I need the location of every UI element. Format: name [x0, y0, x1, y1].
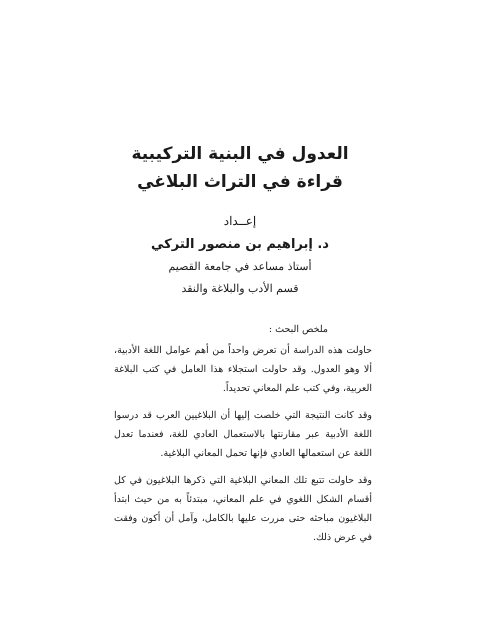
abstract-heading: ملخص البحث :	[268, 324, 328, 335]
abstract-section	[114, 320, 372, 555]
author-block	[0, 212, 480, 300]
abstract-paragraph-3: وقد حاولت تتبع تلك المعاني البلاغية التي ذكرها البلاغيون في كل أقسام الشكل اللغوي في علم المعاني، مبتدئاً به من حيث ابتدأ البلاغيون مباحثه حتى مررت عليها بالكامل، وآمل أن أكون وفقت في عرض ذلك.	[114, 475, 372, 543]
abstract-paragraph-2: وقد كانت النتيجة التي خلصت إليها أن البلاغيين العرب قد درسوا اللغة الأدبية عبر مقارنتها بالاستعمال العادي للغة، فعندما تعدل اللغة عن استعمالها العادي فإنها تحمل المعاني البلاغية.	[114, 410, 372, 459]
prepared-by-label: إعــداد	[223, 214, 257, 228]
author-position: أستاذ مساعد في جامعة القصيم	[168, 260, 312, 273]
title-block	[0, 140, 480, 196]
author-name: د. إبراهيم بن منصور التركي	[151, 237, 329, 252]
title-line-1: العدول في البنية التركيبية	[131, 144, 349, 164]
abstract-paragraph-1: حاولت هذه الدراسة أن تعرض واحداً من أهم عوامل اللغة الأدبية، ألا وهو العدول. وقد حاولت استجلاء هذا العامل في كتب البلاغة العربية، وفي كتب علم المعاني تحديداً.	[114, 345, 372, 394]
author-department: قسم الأدب والبلاغة والنقد	[181, 282, 299, 295]
title-line-2: قراءة في التراث البلاغي	[137, 172, 343, 192]
